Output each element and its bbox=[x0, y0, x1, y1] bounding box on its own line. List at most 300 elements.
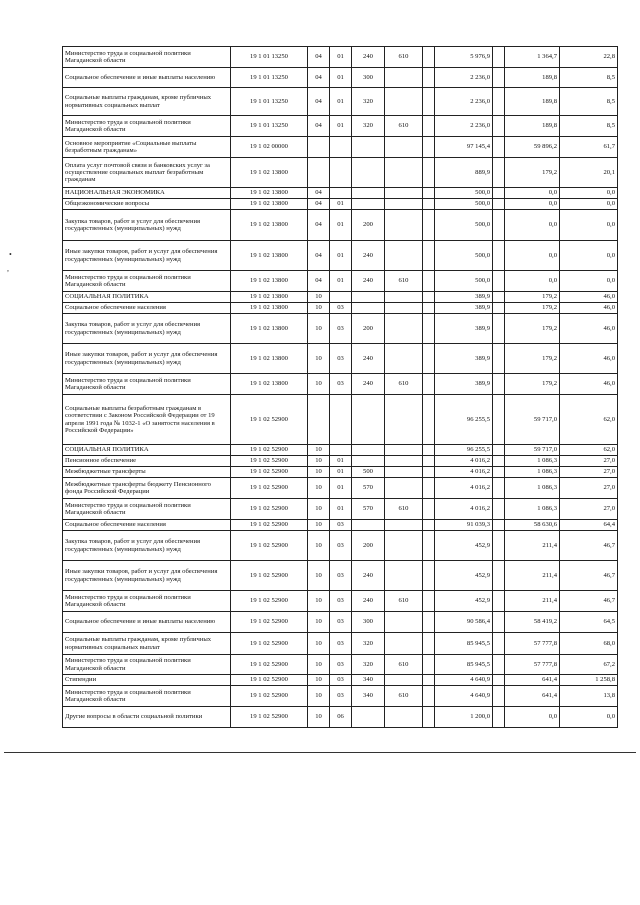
subsection-code: 03 bbox=[330, 655, 352, 675]
planned-amount: 452,9 bbox=[435, 561, 493, 591]
expense-type-code bbox=[352, 292, 385, 303]
execution-percent: 20,1 bbox=[560, 158, 618, 188]
planned-amount: 1 200,0 bbox=[435, 707, 493, 728]
item-name: Социальное обеспечение населения bbox=[63, 303, 231, 314]
executed-amount: 0,0 bbox=[505, 707, 560, 728]
administrator-code bbox=[385, 531, 423, 561]
planned-amount: 889,9 bbox=[435, 158, 493, 188]
item-name: Социальные выплаты гражданам, кроме публичных нормативных социальных выплат bbox=[63, 633, 231, 655]
subsection-code: 01 bbox=[330, 499, 352, 520]
table-row bbox=[63, 271, 618, 292]
section-code: 10 bbox=[308, 561, 330, 591]
planned-amount: 500,0 bbox=[435, 271, 493, 292]
target-article-code: 19 1 02 52900 bbox=[231, 686, 308, 707]
administrator-code: 610 bbox=[385, 47, 423, 68]
target-article-code: 19 1 02 13800 bbox=[231, 271, 308, 292]
expense-type-code bbox=[352, 395, 385, 445]
empty-cell bbox=[493, 499, 505, 520]
item-name: Социальное обеспечение и иные выплаты населению bbox=[63, 68, 231, 88]
administrator-code bbox=[385, 210, 423, 241]
expense-type-code: 240 bbox=[352, 241, 385, 271]
item-name: Социальное обеспечение населения bbox=[63, 520, 231, 531]
target-article-code: 19 1 02 13800 bbox=[231, 199, 308, 210]
target-article-code: 19 1 02 52900 bbox=[231, 591, 308, 612]
planned-amount: 96 255,5 bbox=[435, 395, 493, 445]
subsection-code: 03 bbox=[330, 303, 352, 314]
table-row bbox=[63, 68, 618, 88]
executed-amount: 179,2 bbox=[505, 158, 560, 188]
execution-percent: 8,5 bbox=[560, 116, 618, 137]
execution-percent: 62,0 bbox=[560, 445, 618, 456]
administrator-code bbox=[385, 68, 423, 88]
administrator-code bbox=[385, 137, 423, 158]
table-row bbox=[63, 467, 618, 478]
section-code: 04 bbox=[308, 47, 330, 68]
planned-amount: 97 145,4 bbox=[435, 137, 493, 158]
administrator-code bbox=[385, 467, 423, 478]
empty-cell bbox=[493, 344, 505, 374]
empty-cell bbox=[493, 199, 505, 210]
empty-cell bbox=[423, 271, 435, 292]
administrator-code bbox=[385, 199, 423, 210]
execution-percent: 64,5 bbox=[560, 612, 618, 633]
administrator-code bbox=[385, 478, 423, 499]
subsection-code: 01 bbox=[330, 271, 352, 292]
empty-cell bbox=[423, 188, 435, 199]
target-article-code: 19 1 02 52900 bbox=[231, 655, 308, 675]
executed-amount: 57 777,8 bbox=[505, 633, 560, 655]
execution-percent: 0,0 bbox=[560, 199, 618, 210]
execution-percent: 0,0 bbox=[560, 707, 618, 728]
item-name: Иные закупки товаров, работ и услуг для обеспечения государственных (муниципальных) нужд bbox=[63, 561, 231, 591]
section-code: 10 bbox=[308, 478, 330, 499]
table-row bbox=[63, 531, 618, 561]
execution-percent: 27,0 bbox=[560, 499, 618, 520]
planned-amount: 389,9 bbox=[435, 292, 493, 303]
empty-cell bbox=[493, 531, 505, 561]
item-name: СОЦИАЛЬНАЯ ПОЛИТИКА bbox=[63, 445, 231, 456]
executed-amount: 1 086,3 bbox=[505, 499, 560, 520]
section-code: 10 bbox=[308, 467, 330, 478]
target-article-code: 19 1 01 13250 bbox=[231, 47, 308, 68]
planned-amount: 4 640,9 bbox=[435, 675, 493, 686]
table-row bbox=[63, 591, 618, 612]
section-code: 10 bbox=[308, 292, 330, 303]
execution-percent: 46,7 bbox=[560, 591, 618, 612]
section-code: 10 bbox=[308, 314, 330, 344]
target-article-code: 19 1 02 52900 bbox=[231, 561, 308, 591]
subsection-code: 06 bbox=[330, 707, 352, 728]
item-name: Социальные выплаты гражданам, кроме публичных нормативных социальных выплат bbox=[63, 88, 231, 116]
table-row bbox=[63, 137, 618, 158]
item-name: Другие вопросы в области социальной политики bbox=[63, 707, 231, 728]
subsection-code: 03 bbox=[330, 520, 352, 531]
section-code: 04 bbox=[308, 68, 330, 88]
administrator-code bbox=[385, 612, 423, 633]
section-code: 10 bbox=[308, 612, 330, 633]
planned-amount: 2 236,0 bbox=[435, 116, 493, 137]
planned-amount: 91 039,3 bbox=[435, 520, 493, 531]
table-row bbox=[63, 188, 618, 199]
item-name: НАЦИОНАЛЬНАЯ ЭКОНОМИКА bbox=[63, 188, 231, 199]
planned-amount: 2 236,0 bbox=[435, 88, 493, 116]
administrator-code: 610 bbox=[385, 686, 423, 707]
empty-cell bbox=[493, 68, 505, 88]
expense-type-code bbox=[352, 199, 385, 210]
item-name: Межбюджетные трансферты bbox=[63, 467, 231, 478]
target-article-code: 19 1 02 52900 bbox=[231, 675, 308, 686]
target-article-code: 19 1 02 52900 bbox=[231, 612, 308, 633]
target-article-code: 19 1 02 52900 bbox=[231, 395, 308, 445]
administrator-code bbox=[385, 445, 423, 456]
target-article-code: 19 1 02 52900 bbox=[231, 520, 308, 531]
subsection-code: 03 bbox=[330, 675, 352, 686]
empty-cell bbox=[493, 445, 505, 456]
item-name: Министерство труда и социальной политики Магаданской области bbox=[63, 116, 231, 137]
executed-amount: 211,4 bbox=[505, 531, 560, 561]
section-code: 04 bbox=[308, 271, 330, 292]
item-name: Пенсионное обеспечение bbox=[63, 456, 231, 467]
empty-cell bbox=[493, 675, 505, 686]
administrator-code bbox=[385, 188, 423, 199]
section-code: 04 bbox=[308, 88, 330, 116]
item-name: Министерство труда и социальной политики Магаданской области bbox=[63, 499, 231, 520]
section-code bbox=[308, 137, 330, 158]
empty-cell bbox=[493, 707, 505, 728]
section-code: 04 bbox=[308, 116, 330, 137]
section-code: 04 bbox=[308, 199, 330, 210]
table-row bbox=[63, 456, 618, 467]
table-row bbox=[63, 292, 618, 303]
table-row bbox=[63, 445, 618, 456]
item-name: Межбюджетные трансферты бюджету Пенсионного фонда Российской Федерации bbox=[63, 478, 231, 499]
execution-percent: 46,0 bbox=[560, 374, 618, 395]
empty-cell bbox=[423, 445, 435, 456]
section-code: 10 bbox=[308, 374, 330, 395]
execution-percent: 64,4 bbox=[560, 520, 618, 531]
page-divider bbox=[4, 752, 636, 753]
planned-amount: 389,9 bbox=[435, 303, 493, 314]
executed-amount: 179,2 bbox=[505, 374, 560, 395]
table-row bbox=[63, 199, 618, 210]
expense-type-code: 240 bbox=[352, 561, 385, 591]
planned-amount: 2 236,0 bbox=[435, 68, 493, 88]
expense-type-code bbox=[352, 520, 385, 531]
subsection-code: 03 bbox=[330, 686, 352, 707]
empty-cell bbox=[423, 292, 435, 303]
table-row bbox=[63, 478, 618, 499]
target-article-code: 19 1 02 13800 bbox=[231, 303, 308, 314]
empty-cell bbox=[423, 612, 435, 633]
expense-type-code: 240 bbox=[352, 591, 385, 612]
target-article-code: 19 1 02 13800 bbox=[231, 188, 308, 199]
subsection-code bbox=[330, 188, 352, 199]
execution-percent: 22,8 bbox=[560, 47, 618, 68]
section-code: 10 bbox=[308, 303, 330, 314]
empty-cell bbox=[493, 520, 505, 531]
empty-cell bbox=[423, 531, 435, 561]
empty-cell bbox=[493, 241, 505, 271]
item-name: Закупка товаров, работ и услуг для обеспечения государственных (муниципальных) нужд bbox=[63, 314, 231, 344]
empty-cell bbox=[493, 374, 505, 395]
administrator-code bbox=[385, 561, 423, 591]
empty-cell bbox=[493, 478, 505, 499]
executed-amount: 59 896,2 bbox=[505, 137, 560, 158]
administrator-code bbox=[385, 633, 423, 655]
expense-type-code bbox=[352, 445, 385, 456]
empty-cell bbox=[493, 137, 505, 158]
execution-percent: 0,0 bbox=[560, 210, 618, 241]
table-row bbox=[63, 303, 618, 314]
table-row bbox=[63, 344, 618, 374]
section-code bbox=[308, 395, 330, 445]
section-code: 10 bbox=[308, 499, 330, 520]
execution-percent: 0,0 bbox=[560, 271, 618, 292]
subsection-code: 01 bbox=[330, 199, 352, 210]
empty-cell bbox=[423, 499, 435, 520]
section-code: 10 bbox=[308, 591, 330, 612]
target-article-code: 19 1 02 13800 bbox=[231, 292, 308, 303]
target-article-code: 19 1 02 52900 bbox=[231, 445, 308, 456]
planned-amount: 4 016,2 bbox=[435, 456, 493, 467]
executed-amount: 179,2 bbox=[505, 344, 560, 374]
item-name: Оплата услуг почтовой связи и банковских услуг за осуществление социальных выплат безработным гражданам bbox=[63, 158, 231, 188]
expense-type-code: 500 bbox=[352, 467, 385, 478]
item-name: Социальное обеспечение и иные выплаты населению bbox=[63, 612, 231, 633]
empty-cell bbox=[423, 68, 435, 88]
subsection-code: 03 bbox=[330, 344, 352, 374]
executed-amount: 0,0 bbox=[505, 210, 560, 241]
execution-percent: 0,0 bbox=[560, 188, 618, 199]
table-row bbox=[63, 374, 618, 395]
empty-cell bbox=[423, 561, 435, 591]
administrator-code: 610 bbox=[385, 116, 423, 137]
empty-cell bbox=[423, 374, 435, 395]
execution-percent: 46,7 bbox=[560, 531, 618, 561]
planned-amount: 5 976,9 bbox=[435, 47, 493, 68]
subsection-code: 01 bbox=[330, 467, 352, 478]
target-article-code: 19 1 02 13800 bbox=[231, 314, 308, 344]
expense-type-code: 320 bbox=[352, 88, 385, 116]
executed-amount: 59 717,0 bbox=[505, 395, 560, 445]
subsection-code: 01 bbox=[330, 210, 352, 241]
table-row bbox=[63, 116, 618, 137]
execution-percent: 67,2 bbox=[560, 655, 618, 675]
planned-amount: 389,9 bbox=[435, 314, 493, 344]
expense-type-code: 320 bbox=[352, 655, 385, 675]
target-article-code: 19 1 01 13250 bbox=[231, 68, 308, 88]
executed-amount: 1 364,7 bbox=[505, 47, 560, 68]
section-code: 10 bbox=[308, 531, 330, 561]
empty-cell bbox=[423, 88, 435, 116]
item-name: Основное мероприятие «Социальные выплаты безработным гражданам» bbox=[63, 137, 231, 158]
executed-amount: 58 630,6 bbox=[505, 520, 560, 531]
executed-amount: 59 717,0 bbox=[505, 445, 560, 456]
executed-amount: 57 777,8 bbox=[505, 655, 560, 675]
administrator-code bbox=[385, 303, 423, 314]
expense-type-code bbox=[352, 707, 385, 728]
executed-amount: 179,2 bbox=[505, 314, 560, 344]
table-row bbox=[63, 88, 618, 116]
execution-percent: 61,7 bbox=[560, 137, 618, 158]
subsection-code bbox=[330, 158, 352, 188]
target-article-code: 19 1 02 13800 bbox=[231, 344, 308, 374]
empty-cell bbox=[423, 137, 435, 158]
section-code: 10 bbox=[308, 456, 330, 467]
planned-amount: 500,0 bbox=[435, 199, 493, 210]
empty-cell bbox=[423, 686, 435, 707]
subsection-code: 03 bbox=[330, 314, 352, 344]
table-row bbox=[63, 686, 618, 707]
section-code: 10 bbox=[308, 344, 330, 374]
expense-type-code: 340 bbox=[352, 686, 385, 707]
item-name: Министерство труда и социальной политики Магаданской области bbox=[63, 591, 231, 612]
expense-type-code: 300 bbox=[352, 612, 385, 633]
execution-percent: 46,0 bbox=[560, 303, 618, 314]
subsection-code: 01 bbox=[330, 116, 352, 137]
table-row bbox=[63, 314, 618, 344]
empty-cell bbox=[423, 707, 435, 728]
empty-cell bbox=[423, 478, 435, 499]
item-name: Общеэкономические вопросы bbox=[63, 199, 231, 210]
administrator-code: 610 bbox=[385, 591, 423, 612]
executed-amount: 641,4 bbox=[505, 686, 560, 707]
subsection-code: 01 bbox=[330, 68, 352, 88]
administrator-code bbox=[385, 88, 423, 116]
empty-cell bbox=[423, 158, 435, 188]
table-row bbox=[63, 520, 618, 531]
expense-type-code bbox=[352, 456, 385, 467]
executed-amount: 0,0 bbox=[505, 199, 560, 210]
executed-amount: 211,4 bbox=[505, 591, 560, 612]
empty-cell bbox=[423, 456, 435, 467]
target-article-code: 19 1 02 52900 bbox=[231, 707, 308, 728]
administrator-code: 610 bbox=[385, 374, 423, 395]
empty-cell bbox=[423, 655, 435, 675]
budget-table-body bbox=[63, 47, 618, 728]
item-name: СОЦИАЛЬНАЯ ПОЛИТИКА bbox=[63, 292, 231, 303]
executed-amount: 0,0 bbox=[505, 188, 560, 199]
scan-speck: • bbox=[9, 250, 12, 259]
empty-cell bbox=[423, 467, 435, 478]
administrator-code: 610 bbox=[385, 271, 423, 292]
section-code bbox=[308, 158, 330, 188]
expense-type-code bbox=[352, 137, 385, 158]
administrator-code bbox=[385, 395, 423, 445]
expense-type-code bbox=[352, 158, 385, 188]
empty-cell bbox=[493, 292, 505, 303]
execution-percent: 0,0 bbox=[560, 241, 618, 271]
subsection-code: 01 bbox=[330, 88, 352, 116]
expense-type-code: 320 bbox=[352, 633, 385, 655]
expense-type-code: 570 bbox=[352, 499, 385, 520]
expense-type-code: 240 bbox=[352, 271, 385, 292]
empty-cell bbox=[493, 303, 505, 314]
table-row bbox=[63, 47, 618, 68]
empty-cell bbox=[493, 561, 505, 591]
empty-cell bbox=[423, 314, 435, 344]
expense-type-code: 200 bbox=[352, 314, 385, 344]
planned-amount: 389,9 bbox=[435, 374, 493, 395]
subsection-code: 01 bbox=[330, 456, 352, 467]
planned-amount: 90 586,4 bbox=[435, 612, 493, 633]
expense-type-code: 240 bbox=[352, 47, 385, 68]
empty-cell bbox=[493, 612, 505, 633]
section-code: 10 bbox=[308, 445, 330, 456]
planned-amount: 452,9 bbox=[435, 531, 493, 561]
subsection-code bbox=[330, 137, 352, 158]
subsection-code: 03 bbox=[330, 591, 352, 612]
empty-cell bbox=[493, 47, 505, 68]
planned-amount: 500,0 bbox=[435, 210, 493, 241]
subsection-code: 03 bbox=[330, 374, 352, 395]
administrator-code: 610 bbox=[385, 499, 423, 520]
empty-cell bbox=[493, 271, 505, 292]
executed-amount: 189,8 bbox=[505, 68, 560, 88]
execution-percent: 46,0 bbox=[560, 292, 618, 303]
expense-type-code: 200 bbox=[352, 531, 385, 561]
empty-cell bbox=[423, 344, 435, 374]
item-name: Стипендии bbox=[63, 675, 231, 686]
empty-cell bbox=[493, 116, 505, 137]
expense-type-code bbox=[352, 303, 385, 314]
expense-type-code: 340 bbox=[352, 675, 385, 686]
administrator-code bbox=[385, 344, 423, 374]
expense-type-code: 300 bbox=[352, 68, 385, 88]
executed-amount: 189,8 bbox=[505, 88, 560, 116]
empty-cell bbox=[423, 199, 435, 210]
empty-cell bbox=[493, 158, 505, 188]
administrator-code: 610 bbox=[385, 655, 423, 675]
section-code: 04 bbox=[308, 188, 330, 199]
administrator-code bbox=[385, 158, 423, 188]
empty-cell bbox=[423, 210, 435, 241]
empty-cell bbox=[423, 116, 435, 137]
administrator-code bbox=[385, 314, 423, 344]
planned-amount: 4 016,2 bbox=[435, 478, 493, 499]
execution-percent: 27,0 bbox=[560, 467, 618, 478]
planned-amount: 96 255,5 bbox=[435, 445, 493, 456]
planned-amount: 500,0 bbox=[435, 241, 493, 271]
planned-amount: 452,9 bbox=[435, 591, 493, 612]
empty-cell bbox=[423, 591, 435, 612]
expense-type-code: 240 bbox=[352, 344, 385, 374]
execution-percent: 68,0 bbox=[560, 633, 618, 655]
target-article-code: 19 1 02 13800 bbox=[231, 210, 308, 241]
administrator-code bbox=[385, 456, 423, 467]
empty-cell bbox=[493, 395, 505, 445]
section-code: 10 bbox=[308, 633, 330, 655]
empty-cell bbox=[493, 314, 505, 344]
item-name: Министерство труда и социальной политики Магаданской области bbox=[63, 374, 231, 395]
subsection-code: 03 bbox=[330, 561, 352, 591]
administrator-code bbox=[385, 241, 423, 271]
item-name: Министерство труда и социальной политики Магаданской области bbox=[63, 47, 231, 68]
target-article-code: 19 1 02 52900 bbox=[231, 456, 308, 467]
empty-cell bbox=[493, 633, 505, 655]
empty-cell bbox=[493, 655, 505, 675]
executed-amount: 0,0 bbox=[505, 271, 560, 292]
section-code: 10 bbox=[308, 655, 330, 675]
item-name: Закупка товаров, работ и услуг для обеспечения государственных (муниципальных) нужд bbox=[63, 531, 231, 561]
subsection-code bbox=[330, 445, 352, 456]
subsection-code bbox=[330, 292, 352, 303]
empty-cell bbox=[423, 520, 435, 531]
target-article-code: 19 1 02 13800 bbox=[231, 241, 308, 271]
expense-type-code: 200 bbox=[352, 210, 385, 241]
expense-type-code bbox=[352, 188, 385, 199]
table-row bbox=[63, 241, 618, 271]
